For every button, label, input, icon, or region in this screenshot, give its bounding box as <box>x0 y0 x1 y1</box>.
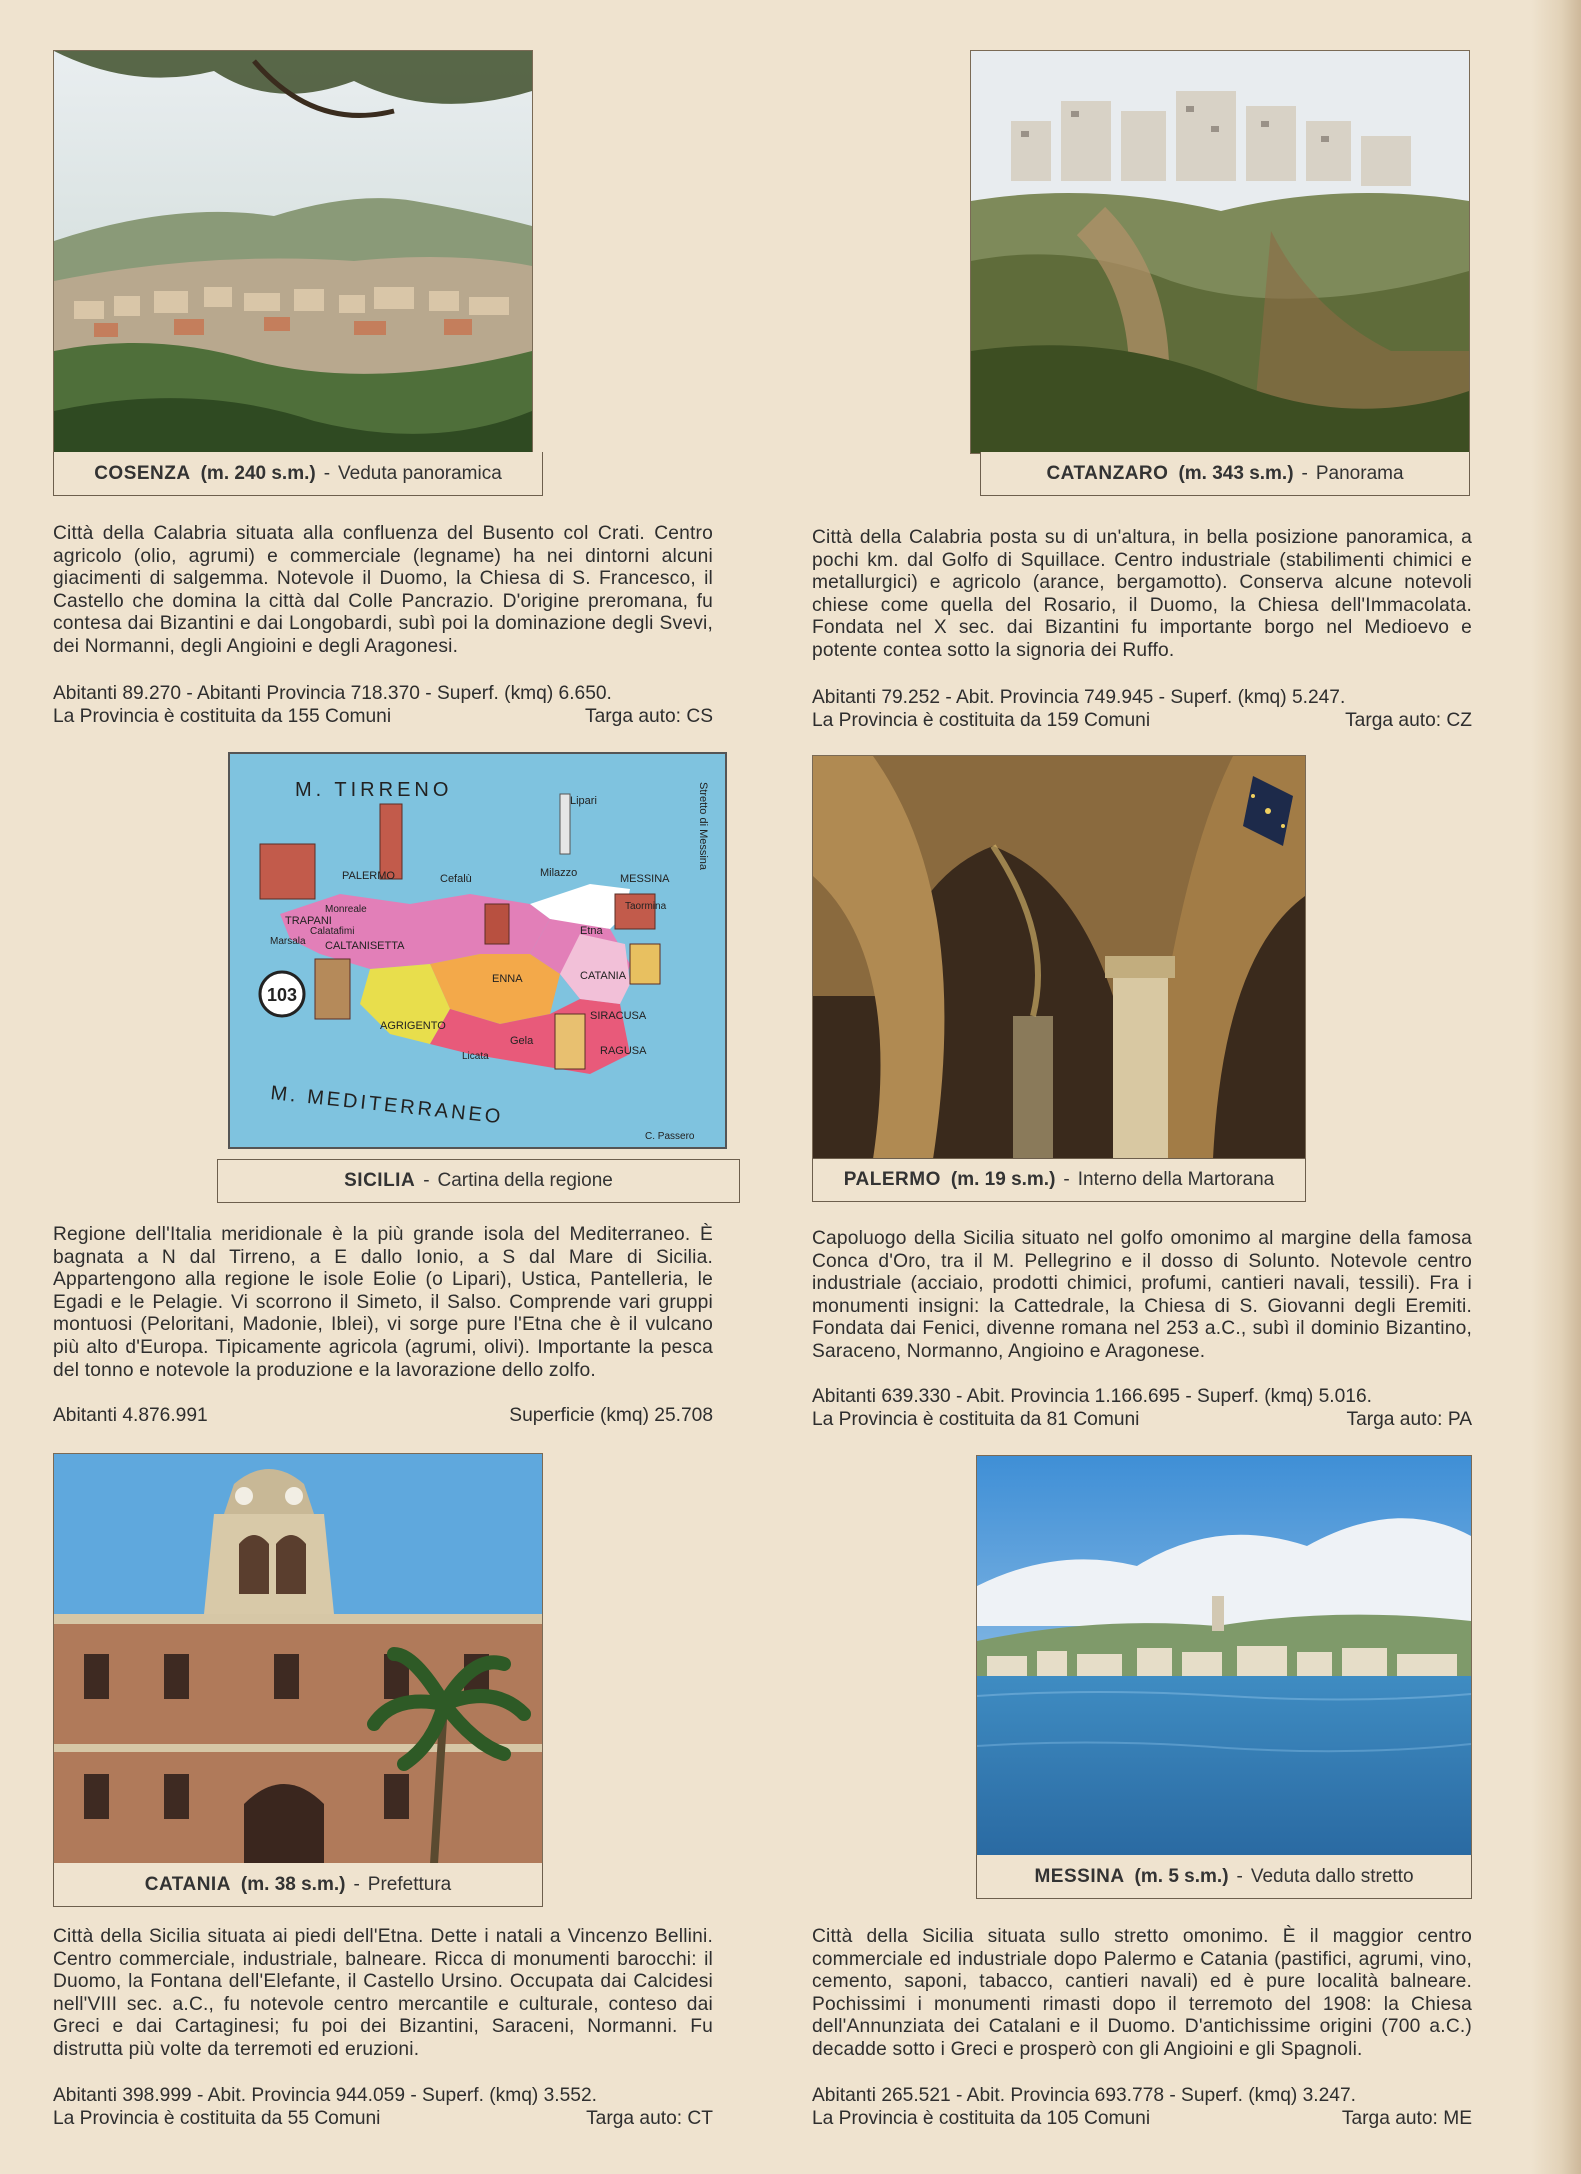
map-city: AGRIGENTO <box>380 1020 446 1032</box>
map-city: PALERMO <box>342 870 395 882</box>
stats-line: Abitanti 89.270 - Abitanti Provincia 718.370 - Superf. (kmq) 6.650. <box>53 683 612 704</box>
stats-line: Abitanti 398.999 - Abit. Provincia 944.059 - Superf. (kmq) 3.552. <box>53 2085 597 2106</box>
caption-subject: Prefettura <box>367 1873 452 1895</box>
map-city: Cefalù <box>440 873 472 885</box>
catania-description: Città della Sicilia situata ai piedi dell'Etna. Dette i natali a Vincenzo Bellini. Centro commerciale, industriale, balneare. Ricca di monumenti barocchi: il Duomo, la Fontana dell'Elefante, il Castello Ursino. Occupata dai Calcidesi nell'VIII sec. a.C., fu notevole centro mercantile e culturale, conteso dai Greci e dai Cartaginesi; fu poi dei Bizantini, Saraceni, Normanni. Fu distrutta più volte da terremoti ed eruzioni. <box>53 1926 713 2060</box>
sticker-number: 103 <box>266 985 298 1005</box>
cosenza-caption: COSENZA (m. 240 s.m.) - Veduta panoramica <box>53 452 543 496</box>
caption-subject: Veduta panoramica <box>338 462 502 484</box>
targa-auto: Targa auto: CZ <box>1345 709 1472 731</box>
targa-auto: Targa auto: PA <box>1346 1408 1472 1430</box>
caption-city: CATANZARO <box>1046 462 1169 484</box>
messina-description: Città della Sicilia situata sullo stretto omonimo. È il maggior centro commerciale ed industriale dopo Palermo e Catania (pastifici, agrumi, vino, cemento, saponi, tabacco, cantieri navali) ed è pure località balneare. Pochissimi i monumenti rimasti dopo il terremoto del 1908: la Chiesa dell'Annunziata dei Catalani e il Duomo. D'antichissime origini (700 a.C.) decadde sotto i Greci e prosperò con gli Angioini e gli Spagnoli. <box>812 1926 1472 2060</box>
catania-caption: CATANIA (m. 38 s.m.) - Prefettura <box>53 1863 543 1907</box>
sea-north-label: M. TIRRENO <box>295 779 453 801</box>
caption-subject: Interno della Martorana <box>1077 1169 1275 1190</box>
caption-subject: Cartina della regione <box>437 1170 613 1191</box>
caption-city: CATANIA <box>144 1873 231 1895</box>
catania-stats <box>53 2085 713 2130</box>
map-city: Lipari <box>570 795 597 807</box>
page-edge <box>1531 0 1581 2174</box>
caption-city: SICILIA <box>344 1170 416 1191</box>
map-city: RAGUSA <box>600 1045 647 1057</box>
comuni-count: La Provincia è costituita da 81 Comuni <box>812 1408 1140 1430</box>
comuni-count: La Provincia è costituita da 105 Comuni <box>812 2107 1151 2129</box>
stats-line: Abitanti 265.521 - Abit. Provincia 693.778 - Superf. (kmq) 3.247. <box>812 2085 1356 2106</box>
map-city: CATANIA <box>580 970 627 982</box>
map-city: Licata <box>462 1051 489 1062</box>
map-city: Etna <box>580 925 603 937</box>
messina-stats <box>812 2085 1472 2130</box>
targa-auto: Targa auto: CT <box>586 2107 713 2129</box>
catanzaro-photo <box>970 50 1470 454</box>
sicilia-map <box>228 752 727 1149</box>
map-city: MESSINA <box>620 873 670 885</box>
signature: C. Passero <box>645 1131 695 1142</box>
caption-subject: Veduta dallo stretto <box>1250 1865 1414 1887</box>
comuni-count: La Provincia è costituita da 55 Comuni <box>53 2107 381 2129</box>
cosenza-photo <box>53 50 533 454</box>
caption-altitude: (m. 5 s.m.) <box>1134 1865 1229 1887</box>
targa-auto: Targa auto: ME <box>1341 2107 1472 2129</box>
map-city: Marsala <box>270 936 306 947</box>
cosenza-description: Città della Calabria situata alla confluenza del Busento col Crati. Centro agricolo (olio, agrumi) e commerciale (legname) ha nei dintorni alcuni giacimenti di salgemma. Notevole il Duomo, la Chiesa di S. Francesco, il Castello che domina la città dal Colle Pancrazio. D'origine preromana, fu contesa dai Bizantini e dai Longobardi, subì poi la dominazione degli Svevi, dei Normanni, degli Angioini e degli Aragonesi. <box>53 523 713 657</box>
stats-line: Abitanti 639.330 - Abit. Provincia 1.166.695 - Superf. (kmq) 5.016. <box>812 1386 1372 1407</box>
caption-altitude: (m. 38 s.m.) <box>240 1873 346 1895</box>
map-city: Taormina <box>625 901 667 912</box>
caption-city: MESSINA <box>1034 1865 1125 1887</box>
map-city: Calatafimi <box>310 926 355 937</box>
map-city: CALTANISETTA <box>325 940 405 952</box>
catanzaro-stats <box>812 687 1472 732</box>
abitanti: Abitanti 4.876.991 <box>53 1405 208 1426</box>
palermo-caption: PALERMO (m. 19 s.m.) - Interno della Martorana <box>812 1158 1306 1202</box>
map-city: SIRACUSA <box>590 1010 647 1022</box>
map-city: ENNA <box>492 973 523 985</box>
map-city: Monreale <box>325 904 367 915</box>
superficie: Superficie (kmq) 25.708 <box>509 1405 713 1426</box>
map-city: Milazzo <box>540 867 578 879</box>
targa-auto: Targa auto: CS <box>585 705 713 727</box>
caption-subject: Panorama <box>1315 462 1404 484</box>
catanzaro-caption: CATANZARO (m. 343 s.m.) - Panorama <box>980 452 1470 496</box>
caption-city: COSENZA <box>94 462 191 484</box>
stats-line: Abitanti 79.252 - Abit. Provincia 749.945 - Superf. (kmq) 5.247. <box>812 687 1346 708</box>
sicilia-description: Regione dell'Italia meridionale è la più grande isola del Mediterraneo. È bagnata a N dal Tirreno, a E dallo Ionio, a S dal Mare di Sicilia. Appartengono alla regione le isole Eolie (o Lipari), Ustica, Pantelleria, le Egadi e le Pelagie. Vi scorrono il Simeto, il Salso. Comprende vari gruppi montuosi (Peloritani, Madonie, Iblei), vi sorge pure l'Etna che è il vulcano più alto d'Europa. Tipicamente agricola (agrumi, olivi). Importante la pesca del tonno e notevole la produzione e la lavorazione dello zolfo. <box>53 1224 713 1381</box>
messina-photo <box>976 1455 1472 1857</box>
caption-city: PALERMO <box>843 1169 941 1190</box>
palermo-photo <box>812 755 1306 1160</box>
caption-altitude: (m. 343 s.m.) <box>1178 462 1294 484</box>
comuni-count: La Provincia è costituita da 155 Comuni <box>53 705 392 727</box>
palermo-stats <box>812 1386 1472 1431</box>
catania-photo <box>53 1453 543 1865</box>
map-city: TRAPANI <box>285 915 332 927</box>
caption-altitude: (m. 240 s.m.) <box>200 462 316 484</box>
sea-south-label: M. MEDITERRANEO <box>269 1082 505 1129</box>
catanzaro-description: Città della Calabria posta su di un'altura, in bella posizione panoramica, a pochi km. dal Golfo di Squillace. Centro industriale (stabilimenti chimici e metallurgici) e agricolo (arance, bergamotto). Conserva alcune notevoli chiese come quella del Rosario, il Duomo, la Chiesa dell'Immacolata. Fondata nel X sec. dai Bizantini fu importante borgo nel Medioevo e potente contea sotto la signoria dei Ruffo. <box>812 527 1472 661</box>
sicilia-caption: SICILIA - Cartina della regione <box>217 1159 740 1203</box>
palermo-description: Capoluogo della Sicilia situato nel golfo omonimo al margine della famosa Conca d'Oro, tra il M. Pellegrino e il dosso di Solunto. Notevole centro industriale (acciaio, prodotti chimici, profumi, cantieri navali, tessili). Fra i monumenti insigni: la Cattedrale, la Chiesa di S. Giovanni degli Eremiti. Fondata dai Fenici, divenne romana nel 253 a.C., subì il dominio Bizantino, Saraceno, Normanno, Angioino e Aragonese. <box>812 1228 1472 1362</box>
messina-caption: MESSINA (m. 5 s.m.) - Veduta dallo stretto <box>976 1855 1472 1899</box>
map-city: Gela <box>510 1035 534 1047</box>
caption-altitude: (m. 19 s.m.) <box>950 1169 1056 1190</box>
sicilia-stats <box>53 1405 713 1428</box>
strait-label: Stretto di Messina <box>697 782 709 871</box>
comuni-count: La Provincia è costituita da 159 Comuni <box>812 709 1151 731</box>
cosenza-stats <box>53 683 713 728</box>
